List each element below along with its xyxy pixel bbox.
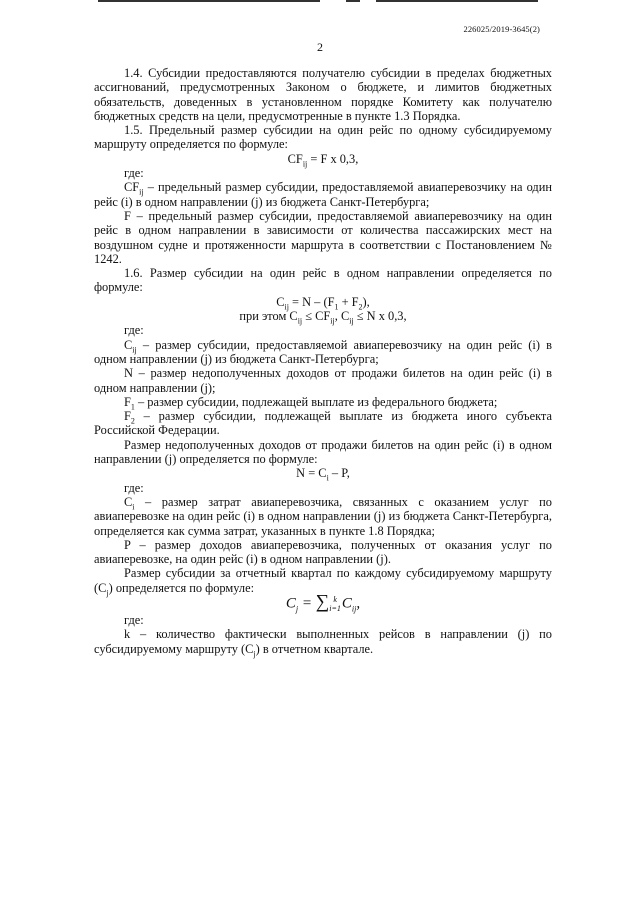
definition-ci: $C_i$ – размер затрат авиаперевозчика, связанных с оказанием услуг по авиаперевозке на один рейс (i) в одном направлении (j) из бюджета Санкт-Петербурга, определяется как сумма затрат, указанных в пункте 1.8 Порядка; [94,494,552,538]
paragraph-quarter: Размер субсидии за отчетный квартал по каждому субсидируемому маршруту $(C_j)$ определяется по формуле: [94,566,552,598]
definition-f1: $F_1$ – размер субсидии, подлежащей выплате из федерального бюджета; [124,394,498,412]
where-label-2: где: [124,323,144,338]
formula-c-condition: при этом $C_{ij} \le CF_{ij}$, $C_{ij} \le N$ x 0,3, [239,309,407,326]
paragraph-1-5: 1.5. Предельный размер субсидии на один рейс по одному субсидируемому маршруту определяется по формуле: [94,123,552,152]
definition-cf: $CF_{ij}$ – предельный размер субсидии, предоставляемой авиаперевозчику на один рейс (i) в одном направлении (j) из бюджета Санкт-Петербурга; [94,180,552,209]
sum-symbol: ∑ [315,591,330,613]
formula-cf: $CF_{ij} = F$ x 0,3, [287,151,359,169]
definition-f: F – предельный размер субсидии, предоставляемой авиаперевозчику на один рейс в одном направлении в зависимости от количества пассажирских мест на воздушном судне и протяженности маршрута в соответствии с Постановлением № 1242. [94,208,552,266]
sum-limits: k i=1 [329,594,341,613]
formula-cj: $C_j$ = ∑ k i=1 $C_{ij}$, [285,591,361,614]
page-number: 2 [317,40,323,54]
paragraph-1-4: 1.4. Субсидии предоставляются получателю субсидии в пределах бюджетных ассигнований, предусмотренных Законом о бюджете, и лимитов бюджетных обязательств, доведенных в установленном порядке Комитету как получателю бюджетных средств на цели, предусмотренные в пункте 1.3 Порядка. [94,66,552,123]
paragraph-1-6: 1.6. Размер субсидии на один рейс в одном направлении определяется по формуле: [94,266,552,295]
where-label-4: где: [124,612,144,627]
definition-p: P – размер доходов авиаперевозчика, полученных от оказания услуг по авиаперевозке, на один рейс (i) в одном направлении (j). [94,537,552,567]
formula-n: $N = C_i - P$, [296,466,350,483]
where-label-1: где: [124,166,144,181]
top-rule-left [98,0,320,2]
definition-f2: $F_2$ – размер субсидии, подлежащей выплате из бюджета иного субъекта Российской Федерации. [94,409,552,438]
definition-n: N – размер недополученных доходов от продажи билетов на один рейс (i) в одном направлении (j); [94,366,552,395]
document-body [94,66,552,659]
definition-k: k – количество фактически выполненных рейсов в направлении (j) по субсидируемому маршруту $(C_j)$ в отчетном квартале. [94,627,552,659]
formula-c: $C_{ij} = N - (F_1 + F_2)$, [276,294,370,312]
where-label-3: где: [124,480,144,495]
paragraph-n: Размер недополученных доходов от продажи билетов на один рейс (i) в одном направлении (j) определяется по формуле: [94,437,552,467]
definition-c: $C_{ij}$ – размер субсидии, предоставляемой авиаперевозчику на один рейс (i) в одном направлении (j) из бюджета Санкт-Петербурга; [94,337,552,366]
top-rule-mid [346,0,360,2]
document-id: 226025/2019-3645(2) [463,24,540,34]
top-rule-right [376,0,538,2]
